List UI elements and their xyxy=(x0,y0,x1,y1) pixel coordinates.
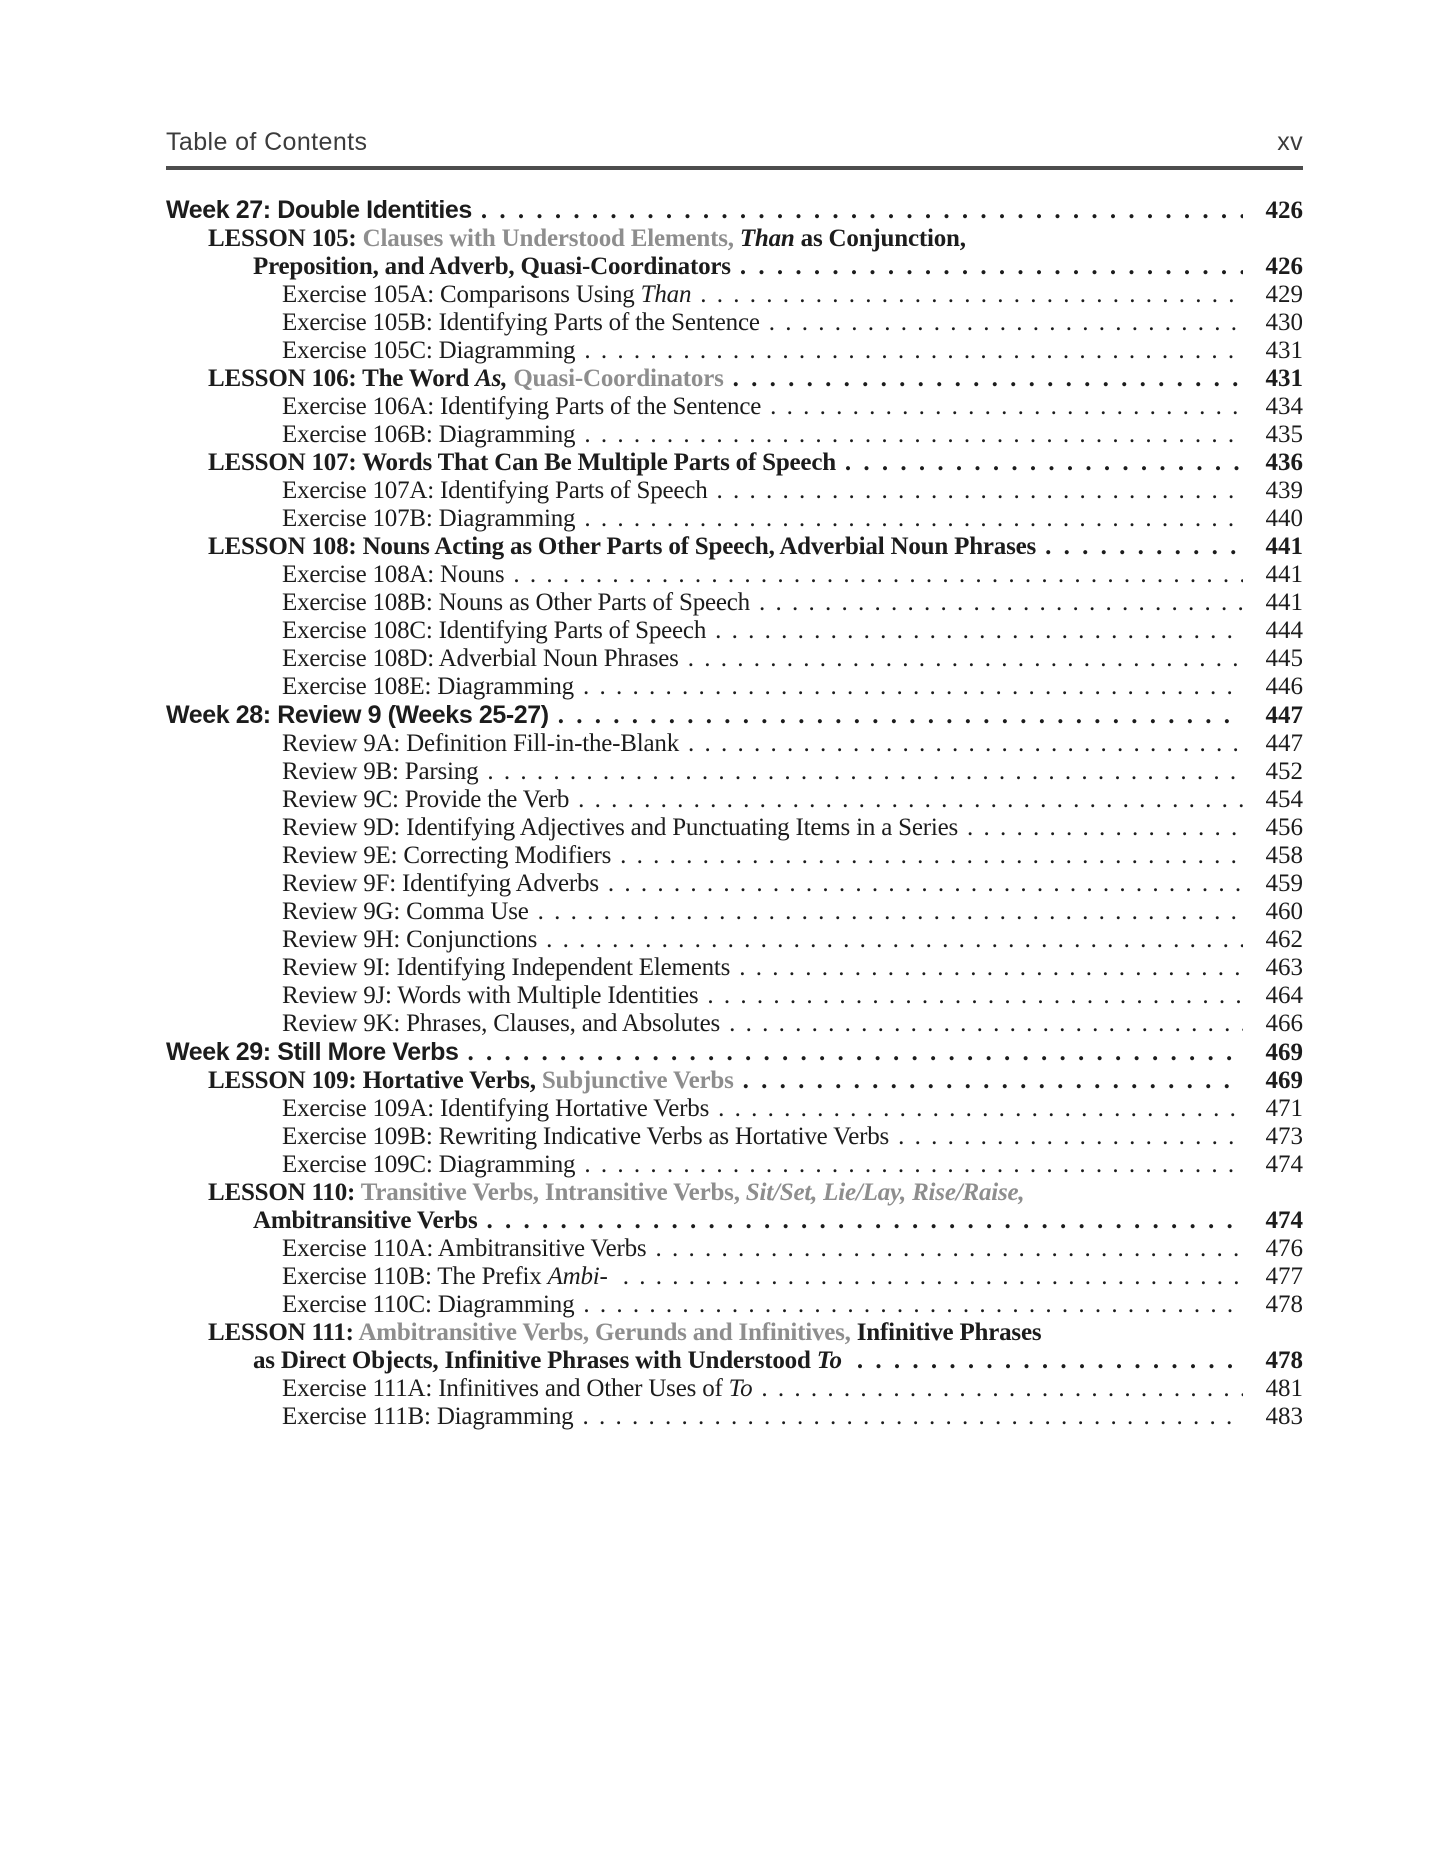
toc-text-part: As, xyxy=(475,365,508,392)
toc-row xyxy=(166,1123,1303,1151)
toc-row xyxy=(166,337,1303,365)
dot-leader xyxy=(845,449,1243,477)
dot-leader xyxy=(623,1263,1243,1291)
toc-text-part: Exercise 105B: Identifying Parts of the Sentence xyxy=(282,309,760,336)
toc-entry-text xyxy=(282,1123,889,1151)
toc-entry-text xyxy=(253,253,731,281)
toc-entry-text xyxy=(282,786,569,814)
toc-row xyxy=(166,982,1303,1010)
toc-text-part: Review 9G: Comma Use xyxy=(282,898,529,925)
toc-row xyxy=(166,1263,1303,1291)
toc-entry-text xyxy=(253,1207,477,1235)
dot-leader xyxy=(583,673,1243,701)
toc-entry-text xyxy=(166,1038,458,1067)
dot-leader xyxy=(513,561,1243,589)
toc-text-part: Exercise 110C: Diagramming xyxy=(282,1291,575,1318)
toc-text-part: LESSON 105: xyxy=(208,225,363,252)
page-number: 460 xyxy=(1265,898,1303,925)
dot-leader xyxy=(743,1067,1243,1095)
toc-text-part: Exercise 105C: Diagramming xyxy=(282,337,576,364)
toc-row xyxy=(166,1235,1303,1263)
page-number: 452 xyxy=(1265,758,1303,785)
dot-leader xyxy=(707,982,1243,1010)
toc-text-part: Sit/Set, Lie/Lay, Rise/Raise, xyxy=(745,1179,1025,1206)
toc-entry-text xyxy=(282,898,529,926)
toc-text-part: Than xyxy=(640,281,692,308)
toc-row xyxy=(166,870,1303,898)
dot-leader xyxy=(584,337,1243,365)
toc-text-part xyxy=(842,1347,848,1374)
toc-text-part: Review 9D: Identifying Adjectives and Punctuating Items in a Series xyxy=(282,814,959,841)
toc-text-part: Transitive Verbs, Intransitive Verbs, xyxy=(360,1179,746,1206)
toc-text-part: Week 28: Review 9 (Weeks 25-27) xyxy=(166,701,549,729)
dot-leader xyxy=(857,1347,1243,1375)
dot-leader xyxy=(620,842,1243,870)
toc-entry-text xyxy=(208,1067,734,1095)
toc-entry-text xyxy=(208,1179,1024,1207)
page-number: 426 xyxy=(1265,253,1303,280)
toc-text-part: Infinitive Phrases xyxy=(856,1319,1042,1346)
page-number: 474 xyxy=(1265,1151,1303,1178)
dot-leader xyxy=(718,1095,1243,1123)
toc-row xyxy=(166,561,1303,589)
toc-text-part: Clauses with Understood Elements, xyxy=(362,225,740,252)
toc-row xyxy=(166,1319,1303,1347)
page-number: 444 xyxy=(1265,617,1303,644)
dot-leader xyxy=(487,758,1243,786)
toc-entry-text xyxy=(282,477,708,505)
toc-entry-text xyxy=(282,281,691,309)
page-number: 481 xyxy=(1265,1375,1303,1402)
page-number: 458 xyxy=(1265,842,1303,869)
toc-entry-text xyxy=(282,982,698,1010)
toc-entry-text xyxy=(282,1151,575,1179)
page-number: 441 xyxy=(1265,561,1303,588)
dot-leader xyxy=(770,393,1243,421)
toc-text-part: Quasi-Coordinators xyxy=(513,365,724,392)
toc-entry-text xyxy=(282,393,761,421)
toc-row xyxy=(166,589,1303,617)
toc-entry-text xyxy=(282,1263,614,1291)
toc-entry-text xyxy=(208,365,724,393)
toc-text-part: Exercise 111B: Diagramming xyxy=(282,1403,574,1430)
page-number: 441 xyxy=(1265,589,1303,616)
page-number: 436 xyxy=(1265,449,1303,476)
dot-leader xyxy=(558,702,1243,730)
toc-entry-text xyxy=(208,533,1036,561)
toc-row xyxy=(166,954,1303,982)
toc-text-part: Exercise 109C: Diagramming xyxy=(282,1151,576,1178)
dot-leader xyxy=(578,786,1243,814)
toc-text-part: Review 9H: Conjunctions xyxy=(282,926,538,953)
page-number: 441 xyxy=(1265,533,1303,560)
toc-entry-text xyxy=(282,842,611,870)
dot-leader xyxy=(739,954,1243,982)
toc-row xyxy=(166,645,1303,673)
page-number: 446 xyxy=(1265,673,1303,700)
toc-text-part: Subjunctive Verbs xyxy=(541,1067,734,1094)
toc-text-part: as Direct Objects, Infinitive Phrases with Understood xyxy=(253,1347,817,1374)
page-number: 445 xyxy=(1265,645,1303,672)
page-number: 462 xyxy=(1265,926,1303,953)
toc-row xyxy=(166,421,1303,449)
dot-leader xyxy=(655,1235,1243,1263)
toc-entry-text xyxy=(282,926,537,954)
toc-text-part: Exercise 108C: Identifying Parts of Speech xyxy=(282,617,707,644)
toc-entry-text xyxy=(282,758,478,786)
dot-leader xyxy=(898,1123,1243,1151)
toc-entry-text xyxy=(282,645,679,673)
toc-row xyxy=(166,533,1303,561)
toc-row xyxy=(166,449,1303,477)
page-number: 429 xyxy=(1265,281,1303,308)
page-number: 447 xyxy=(1265,730,1303,757)
toc-entry-text xyxy=(166,196,472,225)
dot-leader xyxy=(584,505,1243,533)
toc-entry-text xyxy=(282,561,504,589)
page-number: 430 xyxy=(1265,309,1303,336)
toc-text-part: Exercise 108B: Nouns as Other Parts of Speech xyxy=(282,589,750,616)
toc-text-part: Review 9B: Parsing xyxy=(282,758,479,785)
page-number: 454 xyxy=(1265,786,1303,813)
dot-leader xyxy=(700,281,1243,309)
toc-row xyxy=(166,505,1303,533)
toc-text-part: Exercise 107B: Diagramming xyxy=(282,505,576,532)
page-number: 447 xyxy=(1265,702,1303,729)
toc-row xyxy=(166,730,1303,758)
page-number: 476 xyxy=(1265,1235,1303,1262)
dot-leader xyxy=(584,1151,1243,1179)
toc-text-part: LESSON 110: xyxy=(208,1179,361,1206)
toc-text-part: Review 9K: Phrases, Clauses, and Absolutes xyxy=(282,1010,721,1037)
toc-row xyxy=(166,1347,1303,1375)
toc-entry-text xyxy=(208,225,966,253)
toc-row xyxy=(166,1403,1303,1431)
toc-entry-text xyxy=(282,337,575,365)
toc-text-part: Than xyxy=(739,225,795,252)
toc-text-part: Review 9J: Words with Multiple Identities xyxy=(282,982,699,1009)
toc-entry-text xyxy=(282,1291,574,1319)
page-number: 478 xyxy=(1265,1347,1303,1374)
toc-row xyxy=(166,673,1303,701)
page-number: 471 xyxy=(1265,1095,1303,1122)
toc-text-part: Exercise 108D: Adverbial Noun Phrases xyxy=(282,645,679,672)
toc-text-part: Ambitransitive Verbs, Gerunds and Infinitives, xyxy=(358,1319,857,1346)
toc-text-part: Exercise 108E: Diagramming xyxy=(282,673,574,700)
toc-text-part: Exercise 107A: Identifying Parts of Speech xyxy=(282,477,708,504)
toc-row xyxy=(166,253,1303,281)
toc-text-part: Review 9A: Definition Fill-in-the-Blank xyxy=(282,730,679,757)
toc-text-part: Review 9F: Identifying Adverbs xyxy=(282,870,599,897)
dot-leader xyxy=(481,197,1243,225)
toc-row xyxy=(166,1207,1303,1235)
running-head xyxy=(166,128,1303,157)
toc-text-part: Week 29: Still More Verbs xyxy=(166,1038,459,1066)
toc-entry-text xyxy=(208,1319,1041,1347)
dot-leader xyxy=(769,309,1243,337)
toc-entry-text xyxy=(282,421,575,449)
dot-leader xyxy=(740,253,1243,281)
toc-row xyxy=(166,393,1303,421)
toc-row xyxy=(166,786,1303,814)
toc-text-part: LESSON 111: xyxy=(208,1319,359,1346)
toc-entry-text xyxy=(282,954,730,982)
toc-entry-text xyxy=(282,1375,752,1403)
toc-text-part: LESSON 109: Hortative Verbs, xyxy=(208,1067,542,1094)
toc-entry-text xyxy=(282,814,958,842)
toc-entry-text xyxy=(282,730,679,758)
page-number: 463 xyxy=(1265,954,1303,981)
dot-leader xyxy=(967,814,1243,842)
toc-row xyxy=(166,1038,1303,1067)
toc-text-part: LESSON 107: Words That Can Be Multiple Parts of Speech xyxy=(208,449,836,476)
page-number: 473 xyxy=(1265,1123,1303,1150)
page-number: 459 xyxy=(1265,870,1303,897)
page-number: 456 xyxy=(1265,814,1303,841)
toc-text-part: as Conjunction, xyxy=(794,225,966,252)
toc-entry-text xyxy=(282,673,574,701)
toc-text-part: Exercise 106B: Diagramming xyxy=(282,421,576,448)
toc-row xyxy=(166,814,1303,842)
dot-leader xyxy=(688,645,1243,673)
dot-leader xyxy=(584,421,1243,449)
toc-row xyxy=(166,1010,1303,1038)
toc-entry-text xyxy=(282,589,750,617)
dot-leader xyxy=(583,1291,1243,1319)
toc-entry-text xyxy=(166,701,549,730)
page-number: 440 xyxy=(1265,505,1303,532)
dot-leader xyxy=(733,365,1243,393)
page-number: 431 xyxy=(1265,365,1303,392)
dot-leader xyxy=(759,589,1243,617)
dot-leader xyxy=(688,730,1243,758)
dot-leader xyxy=(582,1403,1243,1431)
toc-text-part: Ambi- xyxy=(547,1263,608,1290)
header-rule xyxy=(166,166,1303,170)
dot-leader xyxy=(608,870,1243,898)
toc-entry-text xyxy=(282,309,760,337)
dot-leader xyxy=(729,1010,1243,1038)
toc-text-part: LESSON 106: The Word xyxy=(208,365,476,392)
toc-entry-text xyxy=(253,1347,848,1375)
toc-text-part: LESSON 108: Nouns Acting as Other Parts of Speech, Adverbial Noun Phrases xyxy=(208,533,1037,560)
toc-text-part: To xyxy=(728,1375,753,1402)
dot-leader xyxy=(761,1375,1243,1403)
dot-leader xyxy=(715,617,1243,645)
page-number: 431 xyxy=(1265,337,1303,364)
toc-text-part: Ambitransitive Verbs xyxy=(253,1207,478,1234)
toc-entry-text xyxy=(282,1403,573,1431)
toc-row xyxy=(166,309,1303,337)
toc-text-part: Review 9C: Provide the Verb xyxy=(282,786,570,813)
toc-text-part xyxy=(608,1263,614,1290)
toc-text-part: Exercise 105A: Comparisons Using xyxy=(282,281,641,308)
toc-row xyxy=(166,898,1303,926)
toc-row xyxy=(166,1067,1303,1095)
page-number: 474 xyxy=(1265,1207,1303,1234)
toc-row xyxy=(166,617,1303,645)
toc-text-part: Week 27: Double Identities xyxy=(166,196,472,224)
toc-text-part: Exercise 111A: Infinitives and Other Uses of xyxy=(282,1375,729,1402)
dot-leader xyxy=(1045,533,1243,561)
dot-leader xyxy=(467,1039,1243,1067)
toc-row xyxy=(166,281,1303,309)
page-number: 439 xyxy=(1265,477,1303,504)
toc-text-part: Exercise 109A: Identifying Hortative Verbs xyxy=(282,1095,710,1122)
toc-list xyxy=(166,196,1303,1431)
toc-row xyxy=(166,477,1303,505)
toc-row xyxy=(166,758,1303,786)
running-head-title: Table of Contents xyxy=(166,128,368,156)
toc-row xyxy=(166,926,1303,954)
toc-text-part: Exercise 110A: Ambitransitive Verbs xyxy=(282,1235,647,1262)
toc-text-part: To xyxy=(816,1347,842,1374)
toc-text-part: Preposition, and Adverb, Quasi-Coordinators xyxy=(253,253,731,280)
running-head-page-number: xv xyxy=(1277,128,1303,156)
page-number: 434 xyxy=(1265,393,1303,420)
dot-leader xyxy=(538,898,1243,926)
toc-entry-text xyxy=(282,1095,709,1123)
page-number: 469 xyxy=(1265,1039,1303,1066)
toc-entry-text xyxy=(282,1235,646,1263)
dot-leader xyxy=(546,926,1243,954)
toc-text-part: Exercise 110B: The Prefix xyxy=(282,1263,548,1290)
toc-entry-text xyxy=(282,1010,720,1038)
page-number: 426 xyxy=(1265,197,1303,224)
toc-text-part: Review 9E: Correcting Modifiers xyxy=(282,842,612,869)
toc-row xyxy=(166,225,1303,253)
toc-entry-text xyxy=(208,449,836,477)
toc-row xyxy=(166,1151,1303,1179)
toc-row xyxy=(166,701,1303,730)
dot-leader xyxy=(717,477,1243,505)
toc-row xyxy=(166,1095,1303,1123)
toc-row xyxy=(166,842,1303,870)
toc-entry-text xyxy=(282,617,706,645)
toc-row xyxy=(166,365,1303,393)
toc-row xyxy=(166,1179,1303,1207)
toc-row xyxy=(166,1291,1303,1319)
dot-leader xyxy=(486,1207,1243,1235)
toc-row xyxy=(166,196,1303,225)
toc-text-part: Exercise 109B: Rewriting Indicative Verbs as Hortative Verbs xyxy=(282,1123,890,1150)
toc-text-part: Exercise 106A: Identifying Parts of the Sentence xyxy=(282,393,762,420)
page-number: 477 xyxy=(1265,1263,1303,1290)
toc-text-part: Review 9I: Identifying Independent Elements xyxy=(282,954,731,981)
toc-row xyxy=(166,1375,1303,1403)
toc-entry-text xyxy=(282,505,575,533)
toc-entry-text xyxy=(282,870,599,898)
page-number: 435 xyxy=(1265,421,1303,448)
page-number: 464 xyxy=(1265,982,1303,1009)
page-number: 466 xyxy=(1265,1010,1303,1037)
page-number: 478 xyxy=(1265,1291,1303,1318)
page-number: 483 xyxy=(1265,1403,1303,1430)
toc-text-part: Exercise 108A: Nouns xyxy=(282,561,505,588)
page-number: 469 xyxy=(1265,1067,1303,1094)
